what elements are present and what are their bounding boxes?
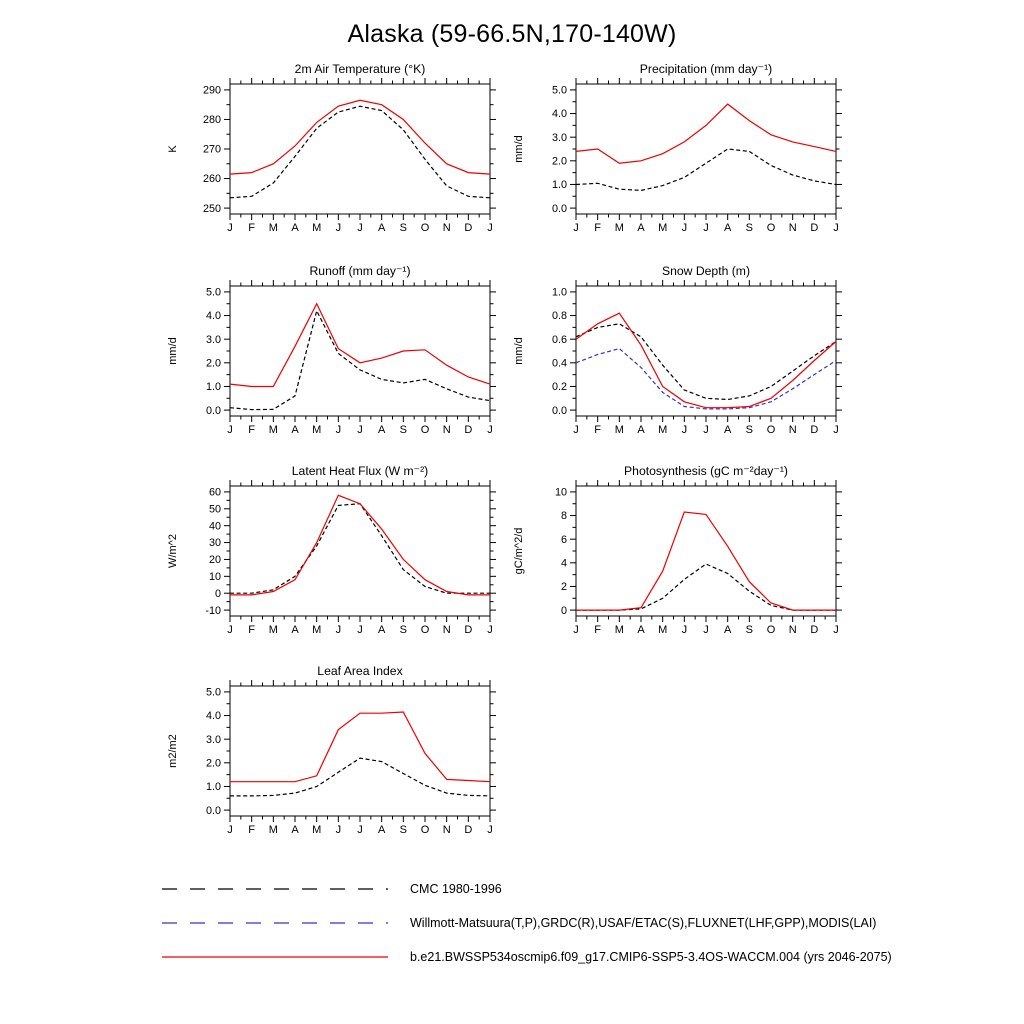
axes bbox=[224, 78, 496, 220]
x-tick-label: N bbox=[442, 424, 451, 436]
y-tick-label: 1.0 bbox=[205, 781, 221, 794]
x-tick-label: D bbox=[810, 424, 819, 436]
panel-air-temperature bbox=[160, 60, 500, 246]
x-tick-label: A bbox=[377, 824, 386, 836]
x-tick-label: D bbox=[810, 624, 819, 636]
y-tick-label: 270 bbox=[202, 143, 221, 156]
x-tick-label: A bbox=[291, 624, 299, 636]
x-tick-label: A bbox=[291, 222, 299, 234]
series-line-1 bbox=[230, 712, 490, 782]
x-tick-label: O bbox=[766, 424, 776, 436]
x-tick-label: F bbox=[248, 424, 256, 436]
y-tick-label: 290 bbox=[202, 84, 221, 97]
x-tick-label: M bbox=[268, 222, 278, 234]
x-tick-label: A bbox=[723, 222, 732, 234]
x-tick-label: J bbox=[703, 424, 709, 436]
chart-title: Precipitation (mm day⁻¹) bbox=[639, 62, 773, 76]
x-tick-label: J bbox=[703, 222, 709, 234]
legend-item-willmott bbox=[160, 906, 892, 940]
axes bbox=[570, 78, 842, 220]
x-tick-label: D bbox=[810, 222, 819, 234]
x-tick-label: A bbox=[723, 624, 732, 636]
x-tick-label: A bbox=[377, 424, 386, 436]
y-tick-label: 0.0 bbox=[551, 404, 567, 417]
x-tick-label: F bbox=[248, 624, 256, 636]
y-tick-label: 2.0 bbox=[205, 357, 221, 370]
x-tick-label: S bbox=[745, 424, 754, 436]
x-tick-label: F bbox=[594, 624, 602, 636]
x-tick-label: N bbox=[788, 222, 797, 234]
chart-photosynthesis bbox=[506, 462, 846, 648]
y-tick-label: 3.0 bbox=[205, 733, 221, 746]
x-tick-label: J bbox=[357, 424, 363, 436]
y-tick-label: 5.0 bbox=[551, 84, 567, 97]
series-line-1 bbox=[576, 512, 836, 610]
y-tick-label: 1.0 bbox=[205, 381, 221, 394]
panel-runoff bbox=[160, 262, 500, 448]
y-axis-label: W/m^2 bbox=[167, 534, 179, 568]
y-tick-label: 6 bbox=[560, 533, 567, 546]
x-tick-label: M bbox=[312, 824, 322, 836]
x-tick-label: S bbox=[399, 824, 408, 836]
x-tick-label: J bbox=[335, 624, 342, 636]
y-tick-label: 1.0 bbox=[551, 286, 567, 299]
x-tick-label: J bbox=[227, 222, 233, 234]
y-tick-label: 0 bbox=[560, 604, 567, 617]
x-tick-label: D bbox=[464, 624, 473, 636]
y-tick-label: 20 bbox=[208, 554, 221, 567]
axes bbox=[570, 480, 842, 622]
y-tick-label: 0.0 bbox=[205, 804, 221, 817]
chart-title: Latent Heat Flux (W m⁻²) bbox=[291, 464, 429, 478]
y-tick-label: 4.0 bbox=[205, 310, 221, 323]
x-tick-label: N bbox=[442, 222, 451, 234]
x-tick-label: S bbox=[745, 624, 754, 636]
x-tick-label: J bbox=[487, 824, 493, 836]
y-tick-label: -10 bbox=[205, 604, 221, 617]
x-tick-label: O bbox=[420, 624, 430, 636]
legend-line-dashed-blue bbox=[160, 917, 390, 929]
series-line-0 bbox=[230, 106, 490, 198]
x-tick-label: M bbox=[312, 624, 322, 636]
legend-label: b.e21.BWSSP534oscmip6.f09_g17.CMIP6-SSP5-3.4OS-WACCM.004 (yrs 2046-2075) bbox=[410, 950, 892, 964]
chart-title: Snow Depth (m) bbox=[661, 264, 751, 278]
x-tick-label: J bbox=[487, 424, 493, 436]
x-tick-label: J bbox=[833, 424, 839, 436]
chart-leaf-area-index bbox=[160, 662, 500, 848]
x-tick-label: A bbox=[637, 222, 645, 234]
x-tick-label: N bbox=[788, 624, 797, 636]
x-tick-label: S bbox=[399, 624, 408, 636]
y-tick-label: 10 bbox=[554, 486, 567, 499]
x-tick-label: J bbox=[681, 222, 688, 234]
panel-leaf-area-index bbox=[160, 662, 500, 848]
y-axis-label: mm/d bbox=[513, 337, 525, 365]
panel-snow-depth bbox=[506, 262, 846, 448]
series-line-0 bbox=[230, 758, 490, 796]
y-tick-label: 0.0 bbox=[551, 202, 567, 215]
x-tick-label: J bbox=[573, 424, 579, 436]
x-tick-label: F bbox=[594, 222, 602, 234]
chart-title: Photosynthesis (gC m⁻²day⁻¹) bbox=[624, 464, 788, 478]
series-line-0 bbox=[576, 564, 836, 610]
x-tick-label: A bbox=[377, 222, 386, 234]
x-tick-label: F bbox=[248, 222, 256, 234]
legend-line-dashed-black bbox=[160, 883, 390, 895]
x-tick-label: S bbox=[745, 222, 754, 234]
y-tick-label: 10 bbox=[208, 570, 221, 583]
y-tick-label: 3.0 bbox=[205, 333, 221, 346]
legend-item-model bbox=[160, 940, 892, 974]
x-tick-label: J bbox=[227, 424, 233, 436]
axes bbox=[224, 280, 496, 422]
y-tick-label: 2.0 bbox=[205, 757, 221, 770]
x-tick-label: J bbox=[703, 624, 709, 636]
y-tick-label: 260 bbox=[202, 173, 221, 186]
x-tick-label: D bbox=[464, 824, 473, 836]
x-tick-label: J bbox=[573, 624, 579, 636]
y-tick-label: 0.2 bbox=[551, 381, 567, 394]
figure-title: Alaska (59-66.5N,170-140W) bbox=[347, 20, 677, 48]
y-tick-label: 3.0 bbox=[551, 131, 567, 144]
y-tick-label: 0.0 bbox=[205, 404, 221, 417]
chart-latent-heat-flux bbox=[160, 462, 500, 648]
chart-title: 2m Air Temperature (°K) bbox=[294, 62, 426, 76]
series-line-1 bbox=[230, 100, 490, 174]
x-tick-label: F bbox=[248, 824, 256, 836]
x-tick-label: F bbox=[594, 424, 602, 436]
x-tick-label: M bbox=[268, 424, 278, 436]
series-line-1 bbox=[230, 495, 490, 595]
y-tick-label: 0.8 bbox=[551, 310, 567, 323]
x-tick-label: J bbox=[681, 624, 688, 636]
y-tick-label: 2 bbox=[560, 581, 567, 594]
y-tick-label: 280 bbox=[202, 114, 221, 127]
x-tick-label: J bbox=[227, 624, 233, 636]
y-tick-label: 8 bbox=[560, 510, 567, 523]
x-tick-label: D bbox=[464, 222, 473, 234]
chart-air-temperature bbox=[160, 60, 500, 246]
x-tick-label: A bbox=[291, 824, 299, 836]
y-tick-label: 0.6 bbox=[551, 333, 567, 346]
panel-precipitation bbox=[506, 60, 846, 246]
x-tick-label: M bbox=[268, 624, 278, 636]
legend-label: CMC 1980-1996 bbox=[410, 882, 502, 896]
y-tick-label: 1.0 bbox=[551, 179, 567, 192]
y-tick-label: 60 bbox=[208, 486, 221, 499]
x-tick-label: A bbox=[637, 424, 645, 436]
panel-photosynthesis bbox=[506, 462, 846, 648]
chart-runoff bbox=[160, 262, 500, 448]
x-tick-label: N bbox=[788, 424, 797, 436]
x-tick-label: M bbox=[658, 424, 668, 436]
y-tick-label: 5.0 bbox=[205, 286, 221, 299]
chart-title: Runoff (mm day⁻¹) bbox=[309, 264, 411, 278]
y-tick-label: 4 bbox=[560, 557, 567, 570]
x-tick-label: M bbox=[312, 424, 322, 436]
panel-latent-heat-flux bbox=[160, 462, 500, 648]
y-axis-label: m2/m2 bbox=[167, 734, 179, 768]
x-tick-label: J bbox=[335, 824, 342, 836]
x-tick-label: O bbox=[420, 222, 430, 234]
series-line-1 bbox=[576, 104, 836, 163]
x-tick-label: J bbox=[487, 624, 493, 636]
x-tick-label: J bbox=[833, 624, 839, 636]
x-tick-label: O bbox=[766, 222, 776, 234]
y-tick-label: 4.0 bbox=[551, 108, 567, 121]
x-tick-label: N bbox=[442, 824, 451, 836]
y-axis-label: gC/m^2/d bbox=[513, 527, 525, 575]
x-tick-label: J bbox=[335, 424, 342, 436]
axes bbox=[224, 680, 496, 822]
y-tick-label: 30 bbox=[208, 537, 221, 550]
x-tick-label: A bbox=[377, 624, 386, 636]
chart-snow-depth bbox=[506, 262, 846, 448]
x-tick-label: J bbox=[357, 624, 363, 636]
series-line-0 bbox=[576, 149, 836, 190]
x-tick-label: J bbox=[487, 222, 493, 234]
x-tick-label: J bbox=[833, 222, 839, 234]
series-line-1 bbox=[230, 304, 490, 387]
y-tick-label: 50 bbox=[208, 503, 221, 516]
x-tick-label: J bbox=[357, 222, 363, 234]
x-tick-label: A bbox=[723, 424, 732, 436]
x-tick-label: M bbox=[268, 824, 278, 836]
legend-item-cmc bbox=[160, 872, 892, 906]
x-tick-label: J bbox=[335, 222, 342, 234]
series-line-0 bbox=[576, 324, 836, 400]
series-line-2 bbox=[576, 313, 836, 408]
x-tick-label: M bbox=[614, 222, 624, 234]
x-tick-label: M bbox=[614, 424, 624, 436]
x-tick-label: O bbox=[420, 824, 430, 836]
y-tick-label: 4.0 bbox=[205, 710, 221, 723]
x-tick-label: J bbox=[573, 222, 579, 234]
x-tick-label: S bbox=[399, 424, 408, 436]
series-line-0 bbox=[230, 311, 490, 410]
x-tick-label: O bbox=[420, 424, 430, 436]
x-tick-label: J bbox=[357, 824, 363, 836]
y-tick-label: 40 bbox=[208, 520, 221, 533]
x-tick-label: J bbox=[227, 824, 233, 836]
x-tick-label: M bbox=[658, 222, 668, 234]
x-tick-label: M bbox=[312, 222, 322, 234]
y-axis-label: mm/d bbox=[513, 135, 525, 163]
axes bbox=[224, 480, 496, 622]
x-tick-label: A bbox=[291, 424, 299, 436]
y-tick-label: 250 bbox=[202, 202, 221, 215]
y-tick-label: 5.0 bbox=[205, 686, 221, 699]
x-tick-label: M bbox=[658, 624, 668, 636]
x-tick-label: J bbox=[681, 424, 688, 436]
y-tick-label: 0 bbox=[214, 587, 221, 600]
series-line-1 bbox=[576, 349, 836, 409]
legend-label: Willmott-Matsuura(T,P),GRDC(R),USAF/ETAC(S),FLUXNET(LHF,GPP),MODIS(LAI) bbox=[410, 916, 877, 930]
x-tick-label: O bbox=[766, 624, 776, 636]
x-tick-label: D bbox=[464, 424, 473, 436]
chart-precipitation bbox=[506, 60, 846, 246]
series-line-0 bbox=[230, 504, 490, 594]
legend bbox=[160, 872, 892, 974]
legend-line-solid-red bbox=[160, 951, 390, 963]
x-tick-label: A bbox=[637, 624, 645, 636]
x-tick-label: N bbox=[442, 624, 451, 636]
x-tick-label: S bbox=[399, 222, 408, 234]
x-tick-label: M bbox=[614, 624, 624, 636]
y-axis-label: K bbox=[167, 145, 179, 153]
chart-title: Leaf Area Index bbox=[317, 664, 403, 678]
y-tick-label: 0.4 bbox=[551, 357, 567, 370]
y-axis-label: mm/d bbox=[167, 337, 179, 365]
y-tick-label: 2.0 bbox=[551, 155, 567, 168]
